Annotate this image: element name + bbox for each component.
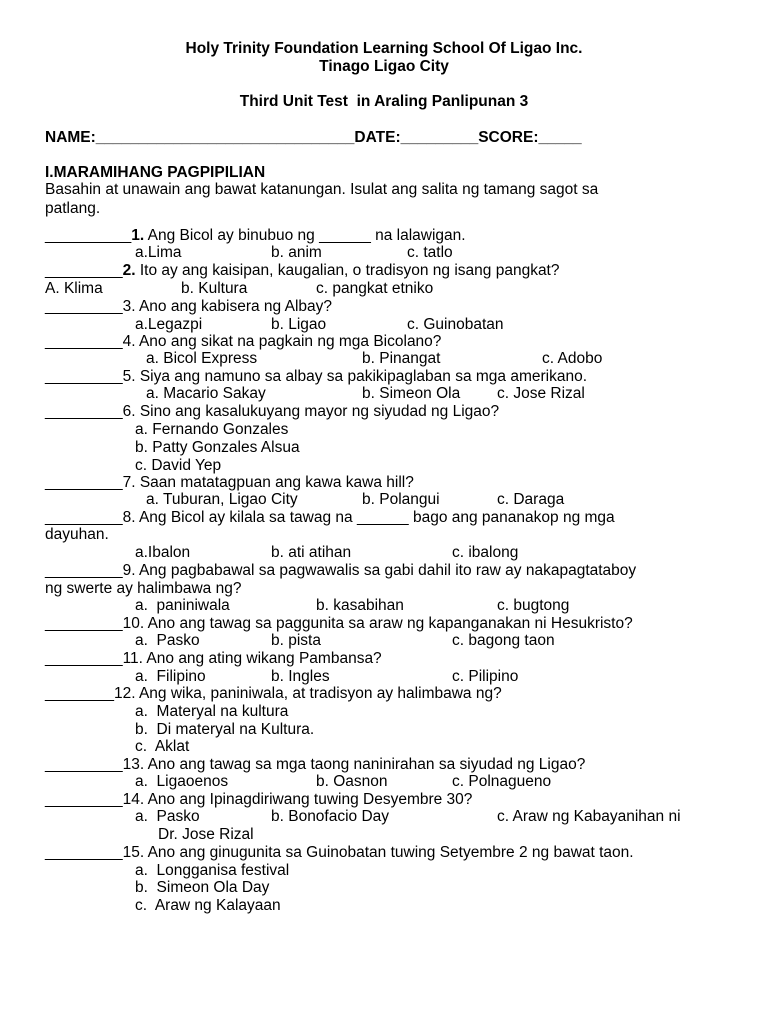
- option-b: b. Bonofacio Day: [271, 808, 390, 825]
- option-a: a. Materyal na kultura: [135, 703, 289, 720]
- question-text: Ito ay ang kaisipan, kaugalian, o tradisyon ng isang pangkat?: [135, 262, 560, 279]
- option-c: c. Pilipino: [452, 668, 519, 685]
- question-12: ________12. Ang wika, paniniwala, at tradisyon ay halimbawa ng?: [45, 685, 502, 702]
- option-b: b. Ingles: [271, 668, 330, 685]
- option-c: c. Araw ng Kabayanihan ni: [497, 808, 681, 825]
- question-number: 2.: [122, 262, 136, 279]
- option-a: a. Tuburan, Ligao City: [146, 491, 298, 508]
- question-11: _________11. Ano ang ating wikang Pambansa?: [45, 650, 382, 667]
- option-b: b. anim: [271, 244, 322, 261]
- option-b: b. Simeon Ola Day: [135, 879, 270, 896]
- option-c: c. Polnagueno: [452, 773, 552, 790]
- question-1: [45, 227, 466, 245]
- answer-blank: _________: [45, 262, 123, 279]
- option-a: a. Longganisa festival: [135, 862, 290, 879]
- option-a: a. Fernando Gonzales: [135, 421, 289, 438]
- question-5: _________5. Siya ang namuno sa albay sa pakikipaglaban sa mga amerikano.: [45, 368, 588, 385]
- option-b: b. Kultura: [181, 280, 248, 297]
- option-c: c. bugtong: [497, 597, 570, 614]
- option-a: a. Pasko: [135, 808, 200, 825]
- option-a: a.Ibalon: [135, 544, 191, 561]
- option-a: A. Klima: [45, 280, 103, 297]
- question-14: _________14. Ano ang Ipinagdiriwang tuwing Desyembre 30?: [45, 791, 473, 808]
- option-b: b. kasabihan: [316, 597, 404, 614]
- question-3: _________3. Ano ang kabisera ng Albay?: [45, 298, 332, 315]
- test-title: Third Unit Test in Araling Panlipunan 3: [239, 93, 529, 110]
- option-b: b. Ligao: [271, 316, 327, 333]
- section-title: I.MARAMIHANG PAGPIPILIAN: [45, 164, 266, 181]
- option-b: b. Di materyal na Kultura.: [135, 721, 315, 738]
- question-text: Ang Bicol ay binubuo ng ______ na lalawigan.: [144, 227, 466, 244]
- question-7: _________7. Saan matatagpuan ang kawa kawa hill?: [45, 474, 414, 491]
- question-4: _________4. Ano ang sikat na pagkain ng mga Bicolano?: [45, 333, 442, 350]
- option-b: b. Simeon Ola: [362, 385, 461, 402]
- option-b: b. Pinangat: [362, 350, 441, 367]
- instructions-line-1: Basahin at unawain ang bawat katanungan. Isulat ang salita ng tamang sagot sa: [45, 181, 599, 198]
- option-a: a.Lima: [135, 244, 182, 261]
- question-6: _________6. Sino ang kasalukuyang mayor ng siyudad ng Ligao?: [45, 403, 500, 420]
- option-c: c. tatlo: [407, 244, 453, 261]
- option-a: a. Pasko: [135, 632, 200, 649]
- option-c-continued: Dr. Jose Rizal: [158, 826, 254, 843]
- question-number: 1.: [131, 227, 145, 244]
- option-c: c. ibalong: [452, 544, 519, 561]
- option-a: a. Bicol Express: [146, 350, 258, 367]
- question-8-continued: dayuhan.: [45, 526, 109, 543]
- option-a: a.Legazpi: [135, 316, 203, 333]
- option-c: c. Aklat: [135, 738, 190, 755]
- option-b: b. Polangui: [362, 491, 440, 508]
- option-b: b. ati atihan: [271, 544, 352, 561]
- option-a: a. Ligaoenos: [135, 773, 229, 790]
- school-city: Tinago Ligao City: [319, 58, 449, 75]
- question-9: _________9. Ang pagbabawal sa pagwawalis sa gabi dahil ito raw ay nakapagtataboy: [45, 562, 637, 579]
- option-a: a. Macario Sakay: [146, 385, 266, 402]
- school-name: Holy Trinity Foundation Learning School Of Ligao Inc.: [185, 40, 583, 57]
- question-2: [45, 262, 560, 280]
- student-info-line: NAME:______________________________DATE:_________SCORE:_____: [45, 129, 582, 146]
- question-13: _________13. Ano ang tawag sa mga taong naninirahan sa siyudad ng Ligao?: [45, 756, 586, 773]
- option-b: b. Patty Gonzales Alsua: [135, 439, 300, 456]
- option-a: a. Filipino: [135, 668, 206, 685]
- option-c: c. Daraga: [497, 491, 565, 508]
- question-8: _________8. Ang Bicol ay kilala sa tawag na ______ bago ang pananakop ng mga: [45, 509, 615, 526]
- option-c: c. David Yep: [135, 457, 222, 474]
- question-10: _________10. Ano ang tawag sa paggunita sa araw ng kapanganakan ni Hesukristo?: [45, 615, 633, 632]
- answer-blank: __________: [45, 227, 132, 244]
- question-9-continued: ng swerte ay halimbawa ng?: [45, 580, 242, 597]
- option-b: b. Oasnon: [316, 773, 388, 790]
- option-b: b. pista: [271, 632, 321, 649]
- option-c: c. Araw ng Kalayaan: [135, 897, 281, 914]
- option-a: a. paniniwala: [135, 597, 230, 614]
- option-c: c. Guinobatan: [407, 316, 504, 333]
- question-15: _________15. Ano ang ginugunita sa Guinobatan tuwing Setyembre 2 ng bawat taon.: [45, 844, 634, 861]
- option-c: c. Adobo: [542, 350, 603, 367]
- instructions-line-2: patlang.: [45, 200, 101, 217]
- option-c: c. bagong taon: [452, 632, 555, 649]
- option-c: c. Jose Rizal: [497, 385, 585, 402]
- option-c: c. pangkat etniko: [316, 280, 434, 297]
